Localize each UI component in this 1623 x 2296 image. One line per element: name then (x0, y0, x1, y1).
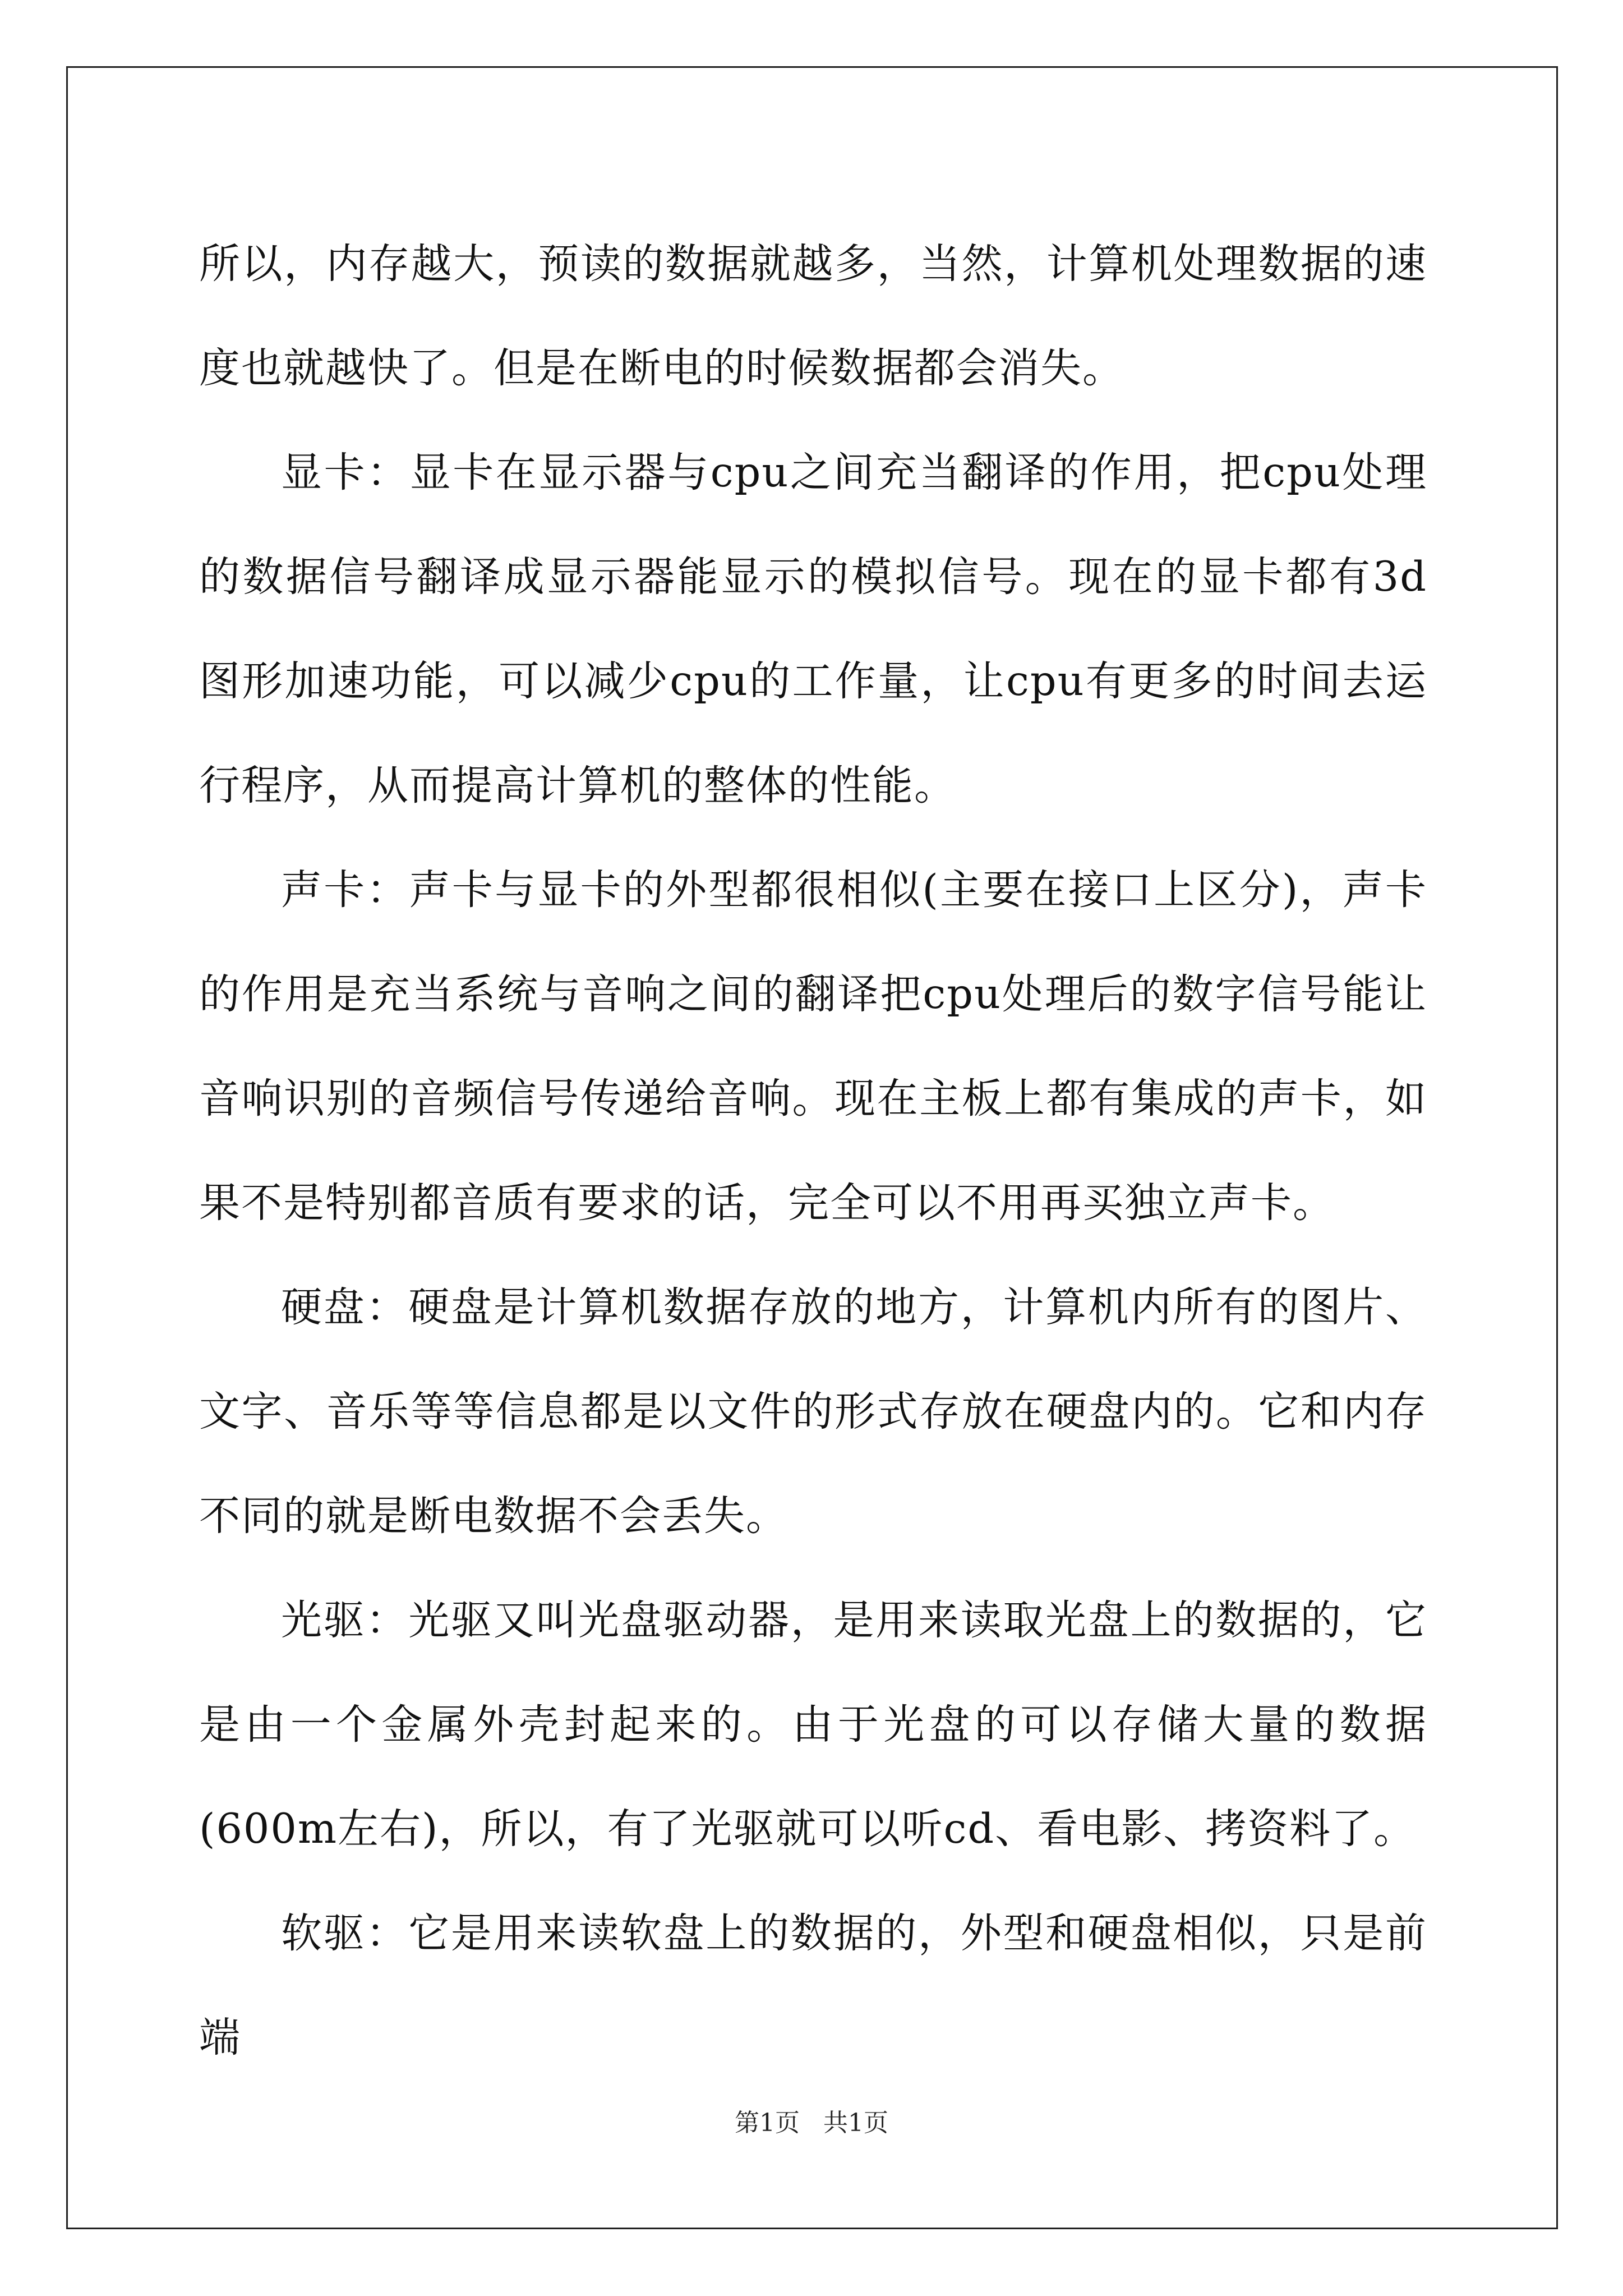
paragraph-floppy-drive: 软驱：它是用来读软盘上的数据的，外型和硬盘相似，只是前端 (199, 1910, 1427, 2062)
page-number: 第1页 共1页 (735, 2109, 888, 2137)
document-body (199, 212, 1427, 2090)
paragraph-hard-disk: 硬盘：硬盘是计算机数据存放的地方，计算机内所有的图片、文字、音乐等等信息都是以文件的形式存放在硬盘内的。它和内存不同的就是断电数据不会丢失。 (199, 1283, 1427, 1540)
paragraph-sound-card: 声卡：声卡与显卡的外型都很相似(主要在接口上区分)，声卡的作用是充当系统与音响之间的翻译把cpu处理后的数字信号能让音响识别的音频信号传递给音响。现在主板上都有集成的声卡，如果不是特别都音质有要求的话，完全可以不用再买独立声卡。 (199, 866, 1427, 1227)
paragraph-optical-drive: 光驱：光驱又叫光盘驱动器，是用来读取光盘上的数据的，它是由一个金属外壳封起来的。由于光盘的可以存储大量的数据(600m左右)，所以，有了光驱就可以听cd、看电影、拷资料了。 (199, 1596, 1427, 1853)
paragraph-graphics-card: 显卡：显卡在显示器与cpu之间充当翻译的作用，把cpu处理的数据信号翻译成显示器能显示的模拟信号。现在的显卡都有3d图形加速功能，可以减少cpu的工作量，让cpu有更多的时间去运行程序，从而提高计算机的整体的性能。 (199, 449, 1427, 809)
paragraph-memory-continued: 所以，内存越大，预读的数据就越多，当然，计算机处理数据的速度也就越快了。但是在断电的时候数据都会消失。 (199, 240, 1427, 392)
